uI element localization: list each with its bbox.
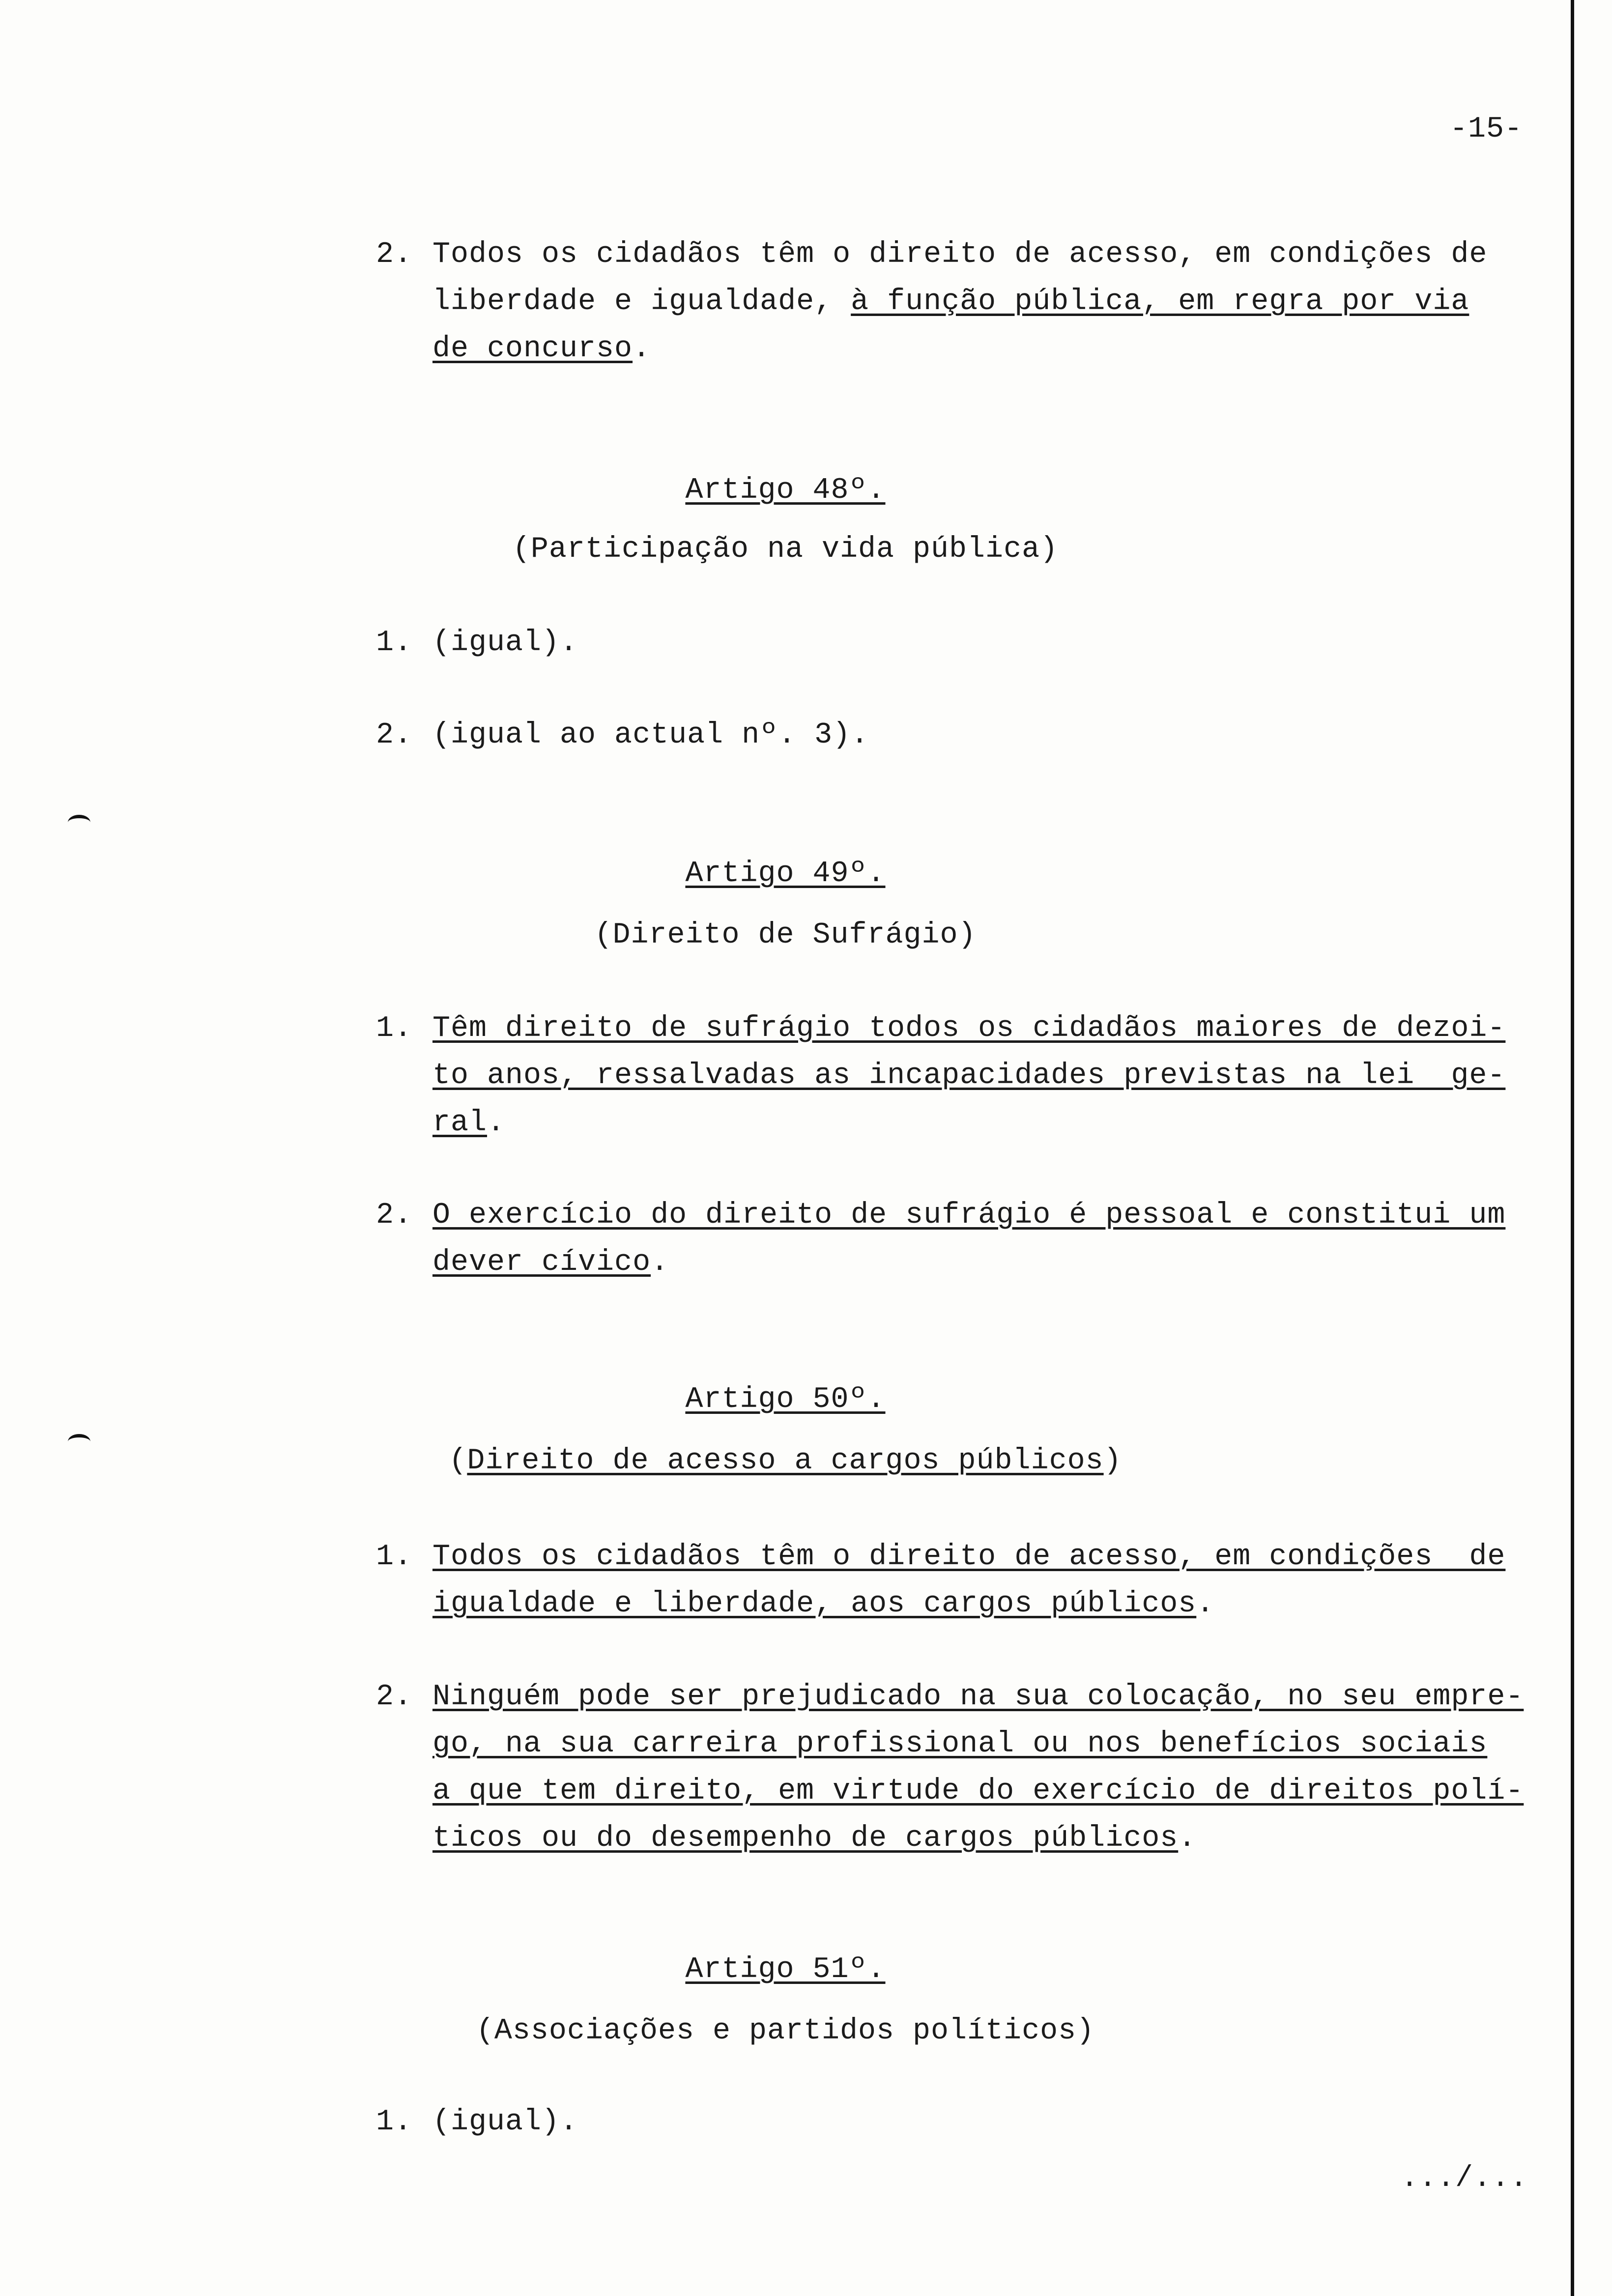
item-number: 1. [376, 2105, 413, 2139]
article-heading: Artigo 48º. [685, 474, 886, 507]
article-heading: Artigo 51º. [685, 1953, 886, 1986]
item-number: 1. [376, 1540, 413, 1574]
item-number: 1. [376, 626, 413, 660]
article-heading: Artigo 49º. [685, 857, 886, 890]
paragraph-line: go, na sua carreira profissional ou nos benefícios sociais [432, 1727, 1488, 1761]
item-number: 2. [376, 718, 413, 752]
paragraph-line: de concurso. [432, 332, 651, 366]
paragraph-line: O exercício do direito de sufrágio é pessoal e constitui um [432, 1199, 1506, 1232]
article-subtitle: (Direito de acesso a cargos públicos) [449, 1444, 1122, 1478]
continuation-mark: .../... [1401, 2162, 1528, 2195]
paragraph-line: Todos os cidadãos têm o direito de acesso, em condições de [432, 1540, 1506, 1574]
paragraph-line: Todos os cidadãos têm o direito de acesso, em condições de [432, 238, 1488, 271]
paragraph-line: a que tem direito, em virtude do exercício de direitos polí- [432, 1775, 1524, 1808]
paragraph-line: ticos ou do desempenho de cargos públicos. [432, 1822, 1197, 1855]
paragraph-line: Têm direito de sufrágio todos os cidadãos maiores de dezoi- [432, 1012, 1506, 1045]
paragraph-line: liberdade e igualdade, à função pública, em regra por via [432, 285, 1469, 318]
paragraph-line: Ninguém pode ser prejudicado na sua colocação, no seu empre- [432, 1680, 1524, 1714]
article-heading: Artigo 50º. [685, 1383, 886, 1416]
paragraph-line: to anos, ressalvadas as incapacidades previstas na lei ge- [432, 1059, 1506, 1092]
article-subtitle: (Associações e partidos políticos) [476, 2014, 1095, 2048]
page-number: -15- [1450, 113, 1523, 146]
punch-hole-mark [68, 815, 90, 830]
item-number: 1. [376, 1012, 413, 1045]
paragraph-line: (igual ao actual nº. 3). [432, 718, 869, 752]
item-number: 2. [376, 1199, 413, 1232]
paragraph-line: (igual). [432, 626, 578, 660]
article-subtitle: (Direito de Sufrágio) [594, 918, 977, 952]
paragraph-line: igualdade e liberdade, aos cargos públicos. [432, 1587, 1215, 1621]
article-subtitle: (Participação na vida pública) [512, 533, 1059, 566]
page-edge-line [1571, 0, 1574, 2296]
item-number: 2. [376, 1680, 413, 1714]
paragraph-line: ral. [432, 1106, 506, 1140]
item-number: 2. [376, 238, 413, 271]
paragraph-line: (igual). [432, 2105, 578, 2139]
paragraph-line: dever cívico. [432, 1246, 669, 1279]
